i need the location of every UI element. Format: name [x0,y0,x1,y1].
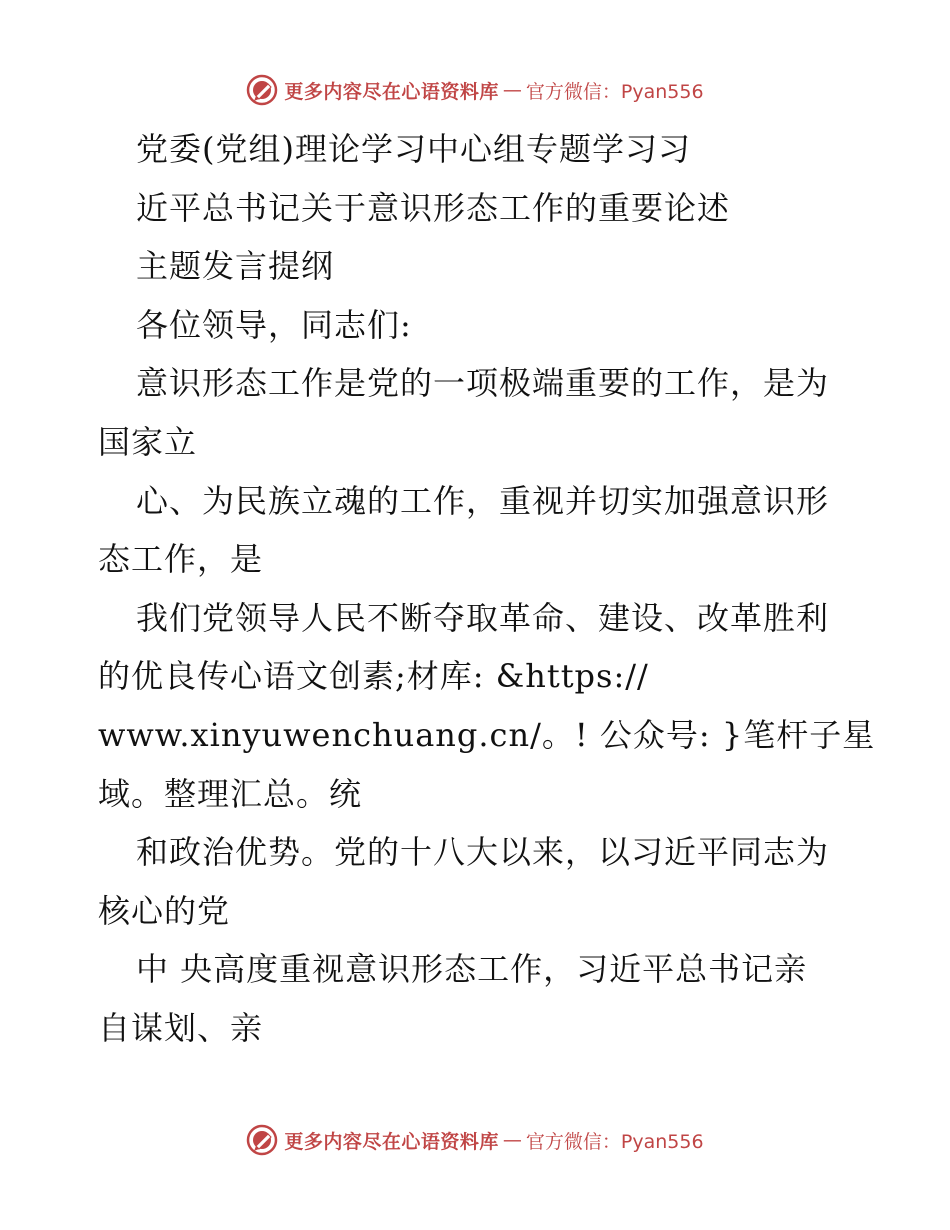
text-line: 态工作，是 [98,540,264,579]
text-line: 主题发言提纲 [136,247,335,286]
text-line: 我们党领导人民不断夺取革命、建设、改革胜利 [136,598,830,637]
text-line: 中 央高度重视意识形态工作，习近平总书记亲 [136,950,808,989]
document-body [98,120,876,1058]
banner-separator: — [502,1129,522,1151]
text-line: 近平总书记关于意识形态工作的重要论述 [136,188,731,227]
banner-wechat: 官方微信：Pyan556 [525,1130,704,1153]
red-pen-logo-icon [246,74,278,106]
banner-title: 更多内容尽在心语资料库 [284,1130,499,1153]
text-line: 各位领导，同志们: [136,305,412,344]
text-line: 的优良传心语文创素;材库: &https:// [98,657,649,696]
text-line: 核心的党 [98,891,231,930]
red-pen-logo-icon [246,1124,278,1156]
text-line: www.xinyuwenchuang.cn/。! 公众号: }笔杆子星 [98,715,876,754]
banner-wechat: 官方微信：Pyan556 [525,80,704,103]
text-line: 意识形态工作是党的一项极端重要的工作，是为 [136,364,830,403]
banner-separator: — [502,79,522,101]
text-line: 和政治优势。党的十八大以来，以习近平同志为 [136,833,830,872]
text-line: 自谋划、亲 [98,1008,264,1047]
banner-title: 更多内容尽在心语资料库 [284,80,499,103]
text-line: 域。整理汇总。统 [98,774,363,813]
header-banner [0,70,950,110]
text-line: 党委(党组)理论学习中心组专题学习习 [136,130,691,168]
footer-banner [0,1120,950,1160]
text-line: 心、为民族立魂的工作，重视并切实加强意识形 [136,481,830,520]
text-line: 国家立 [98,422,198,461]
